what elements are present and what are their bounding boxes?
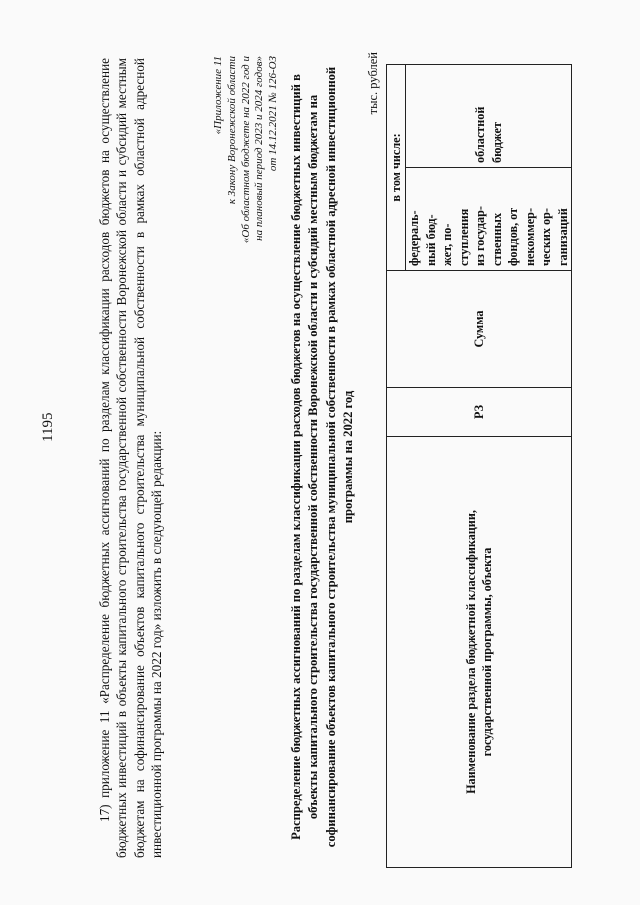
regional-line: бюджет xyxy=(489,122,504,163)
regional-line: областной xyxy=(473,106,487,163)
appendix-line: «Приложение 11 xyxy=(212,56,224,135)
federal-line: ный бюд- xyxy=(423,214,438,266)
units-label: тыс. рублей xyxy=(366,52,380,115)
intro-text: 17) приложение 11 «Распределение бюджетных ассигнований по разделам классификации расходов бюджетов на осуществление бюджетных инвестиций в объекты капитального строительства государственной собственности Воронежской области и субсидий местным бюджетам на софинансирование объектов капитального строительства муниципальной собственности в рамках областной адресной инвестиционной программы на 2022 год» изложить в следующей редакции: xyxy=(97,58,165,858)
appendix-block xyxy=(212,56,281,356)
federal-line: некоммер- xyxy=(522,207,537,266)
header-federal-cell xyxy=(406,168,572,271)
rotated-page-content xyxy=(90,48,610,872)
appendix-line: «Об областном бюджете на 2022 год и xyxy=(239,56,252,244)
federal-line: ственных xyxy=(489,212,504,266)
header-rz-cell: РЗ xyxy=(387,388,572,437)
appendix-line: на плановый период 2023 и 2024 годов» xyxy=(253,56,266,241)
federal-line: из государ- xyxy=(473,206,487,266)
intro-paragraph xyxy=(96,58,166,858)
header-regional-cell xyxy=(406,65,572,168)
header-name-line: государственной программы, объекта xyxy=(480,547,494,757)
federal-line: федераль- xyxy=(407,210,421,266)
header-name-line: Наименование раздела бюджетной классификации, xyxy=(464,510,478,794)
document-title: Распределение бюджетных ассигнований по разделам классификации расходов бюджетов на осуществление бюджетных инвестиций в объекты капитального строительства государственной собственности Воронежской области и субсидий местным бюджетам на софинансирование объектов капитального строительства муниципальной собственности в рамках областной адресной инвестиционной программы на 2022 год xyxy=(289,66,356,848)
header-name-cell xyxy=(387,437,572,868)
federal-line: ганизаций xyxy=(555,208,570,266)
federal-line: фондов, от xyxy=(506,207,520,266)
federal-line: ческих ор- xyxy=(539,208,553,266)
federal-line: жет, по- xyxy=(440,223,454,266)
page-number: 1195 xyxy=(40,412,56,442)
table-header-row xyxy=(387,65,406,868)
federal-line: ступления xyxy=(456,208,471,266)
appendix-line: от 14.12.2021 № 126-ОЗ xyxy=(267,56,280,172)
appendix-line: к Закону Воронежской области xyxy=(225,56,238,205)
budget-table xyxy=(386,64,572,868)
header-sum-cell: Сумма xyxy=(387,271,572,388)
header-including-cell: в том числе: xyxy=(387,65,406,271)
